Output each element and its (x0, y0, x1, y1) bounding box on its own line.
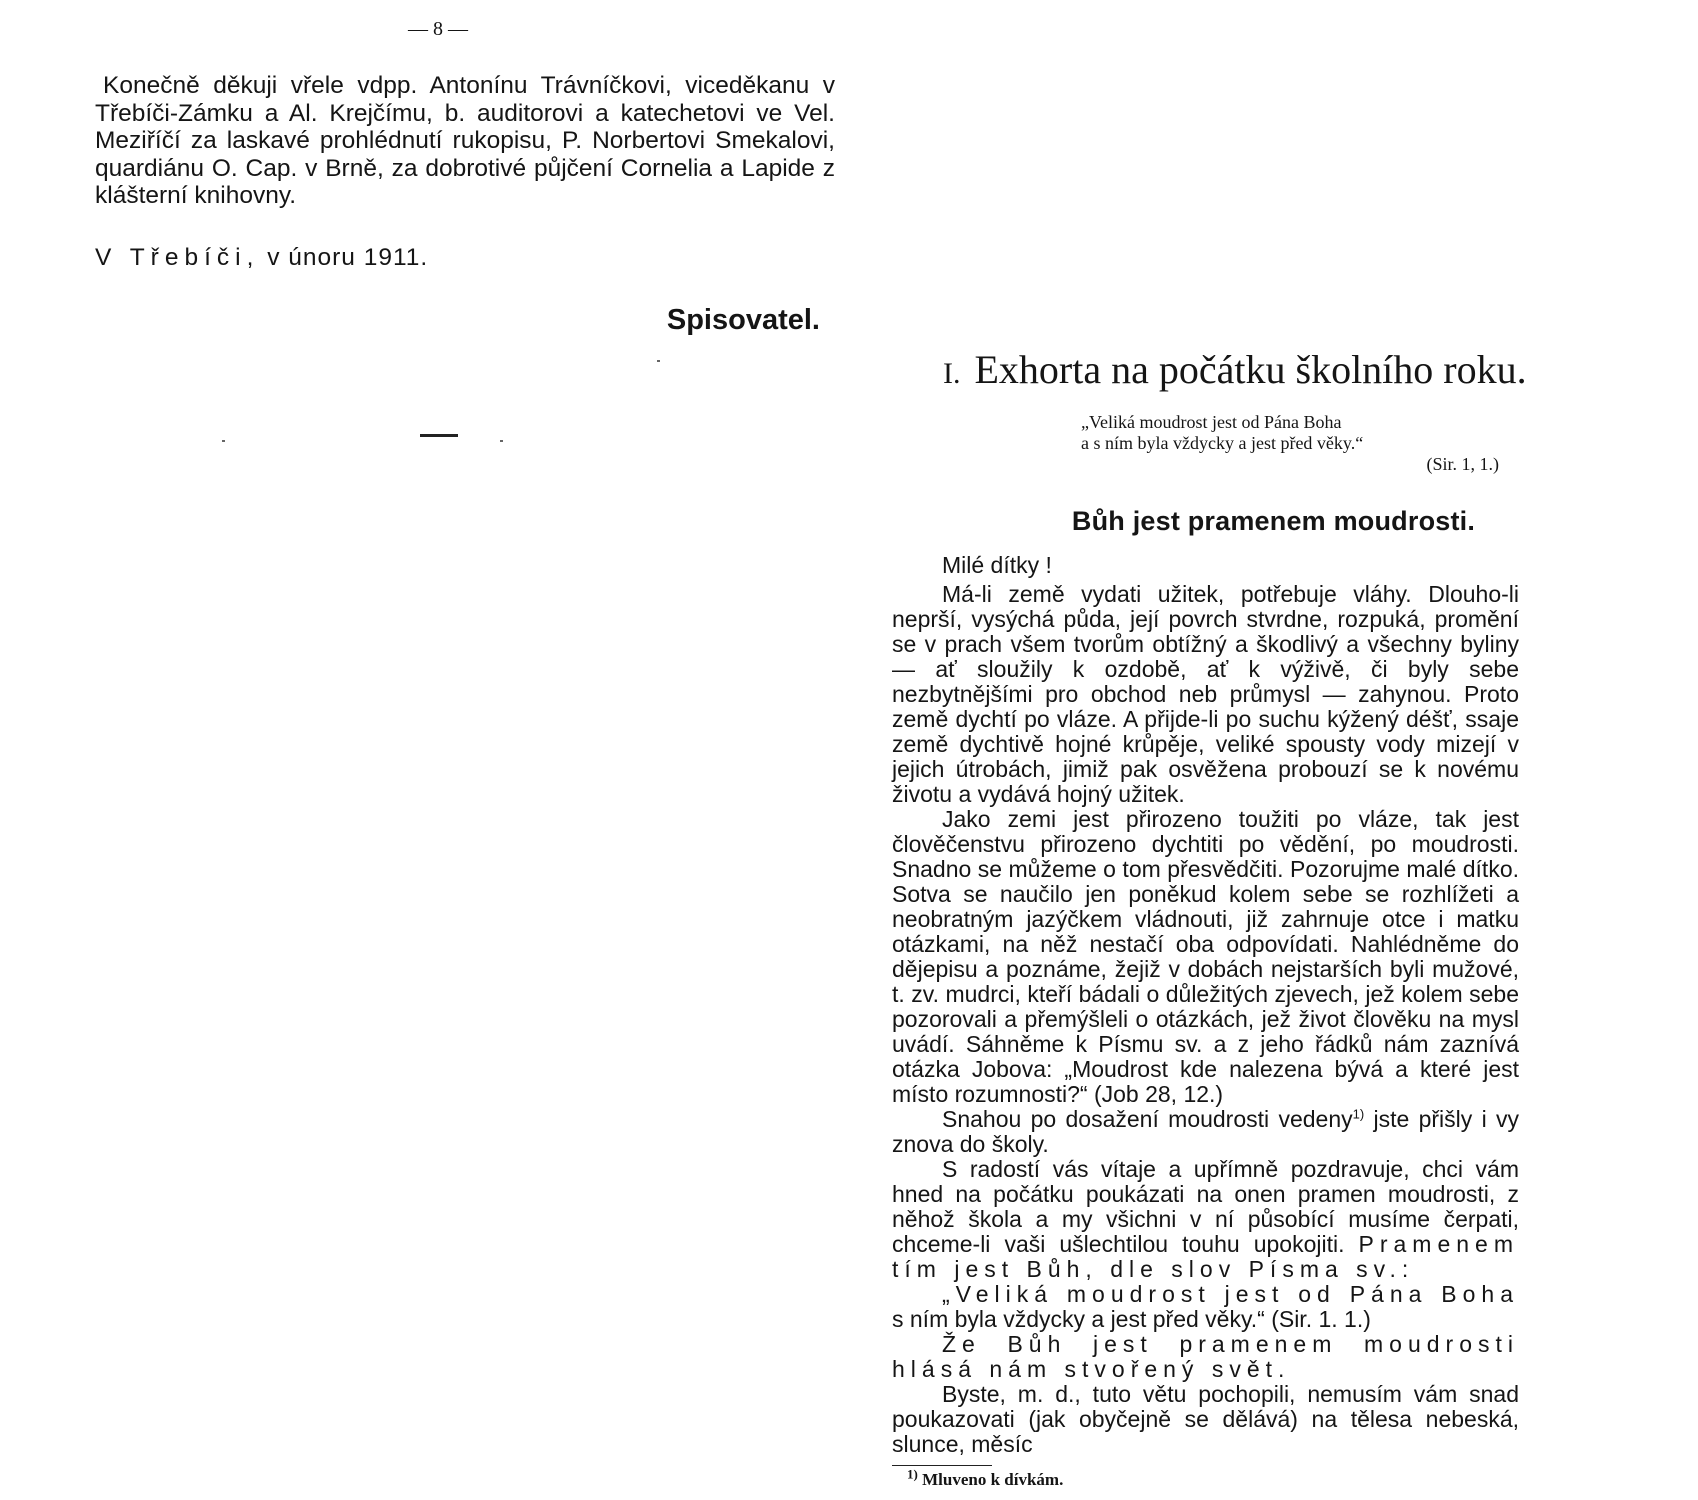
paragraph (892, 1107, 1519, 1157)
chapter-heading (943, 346, 1643, 393)
dateline (95, 244, 428, 272)
motto-line: „Veliká moudrost jest od Pána Boha (1081, 412, 1342, 432)
page-number: — 8 — (408, 18, 468, 40)
paragraph: Má-li země vydati užitek, potřebuje vláhy. Dlouho-li neprší, vysýchá půda, její povrch stvrdne, rozpuká, promění se v prach všem tvorům obtížný a škodlivý a všechny byliny — ať sloužily k ozdobě, ať k výživě, či byly sebe nezbytnějšími pro obchod neb průmysl — zahynou. Proto země dychtí po vláze. A přijde-li po suchu kýžený déšť, ssaje země dychtivě hojné krůpěje, veliké spousty vody mizejí v jejich útrobách, jimiž pak osvěžena probouzí se k novému životu a vydává hojný užitek. (892, 581, 1519, 807)
emphasized-text: „Veliká moudrost jest od Pána Boha (942, 1281, 1519, 1307)
paragraph (892, 1332, 1519, 1382)
emphasized-text: Že Bůh jest pramenem moudrosti hlásá nám stvořený svět. (892, 1331, 1519, 1382)
signature: Spisovatel. (666, 304, 820, 336)
paragraph-text: Snahou po dosažení moudrosti vedeny (942, 1106, 1353, 1132)
body-text (892, 553, 1519, 1457)
print-speck (657, 360, 660, 362)
print-speck (222, 440, 225, 442)
footnote-text: Mluveno k dívkám. (917, 1470, 1064, 1489)
paragraph: Jako zemi jest přirozeno toužiti po vláze, tak jest člověčenstvu přirozeno dychtiti po vědění, po moudrosti. Snadno se můžeme o tom přesvědčiti. Pozorujme malé dítko. Sotva se naučilo jen poněkud kolem sebe se rozhlížeti a neobratným jazýčkem vládnouti, již zahrnuje otce i matku otázkami, na něž nestačí oba odpovídati. Nahlédněme do dějepisu a poznáme, žejiž v dobách nejstarších byli mužové, t. zv. mudrci, kteří bádali o důležitých zjevech, jež kolem sebe pozorovali a přemýšleli o otázkách, jež život člověku na mysl uvádí. Sáhněme k Písmu sv. a z jeho řádků nám zaznívá otázka Jobova: „Moudrost kde nalezena bývá a které jest místo rozumnosti?“ (Job 28, 12.) (892, 806, 1519, 1107)
section-title: Bůh jest pramenem moudrosti. (1071, 506, 1476, 536)
chapter-title: Exhorta na počátku školního roku. (974, 347, 1527, 392)
end-rule (420, 434, 458, 437)
footnote-marker: 1) (907, 1466, 918, 1482)
motto-line: a s ním byla vždycky a jest před věky.“ (1081, 433, 1364, 453)
dateline-place: V Třebíči, (95, 244, 260, 271)
paragraph (892, 1282, 1519, 1332)
right-page (849, 0, 1698, 1500)
paragraph: Byste, m. d., tuto větu pochopili, nemusím vám snad poukazovati (jak obyčejně se dělává) na tělesa nebeská, slunce, měsíc (892, 1381, 1519, 1457)
motto (1049, 412, 1499, 475)
chapter-number: I. (943, 357, 961, 390)
paragraph-text: jste přišly i vy znova do školy. (892, 1106, 1519, 1157)
dateline-date: v únoru 1911. (267, 244, 429, 271)
acknowledgement-paragraph (95, 72, 835, 210)
footnote-reference: 1) (1352, 1106, 1365, 1122)
motto-citation: (Sir. 1, 1.) (1426, 454, 1499, 474)
paragraph-text: s ním byla vždycky a jest před věky.“ (Sir. 1. 1.) (892, 1306, 1371, 1332)
paragraph (892, 1157, 1519, 1282)
salutation: Milé dítky ! (942, 552, 1052, 578)
acknowledgement-text: Konečně děkuji vřele vdpp. Antonínu Trávníčkovi, viceděkanu v Třebíči-Zámku a Al. Krejčímu, b. auditorovi a katechetovi ve Vel. Meziříčí za laskavé prohlédnutí rukopisu, P. Norbertovi Smekalovi, quardiánu O. Cap. v Brně, za dobrotivé půjčení Cornelia a Lapide z klášterní knihovny. (95, 72, 835, 209)
paragraph-text: S radostí vás vítaje a upřímně pozdravuje, chci vám hned na počátku poukázati na onen pramen moudrosti, z něhož škola a my všichni v ní působící musíme čerpati, chceme-li vaši ušlechtilou touhu upokojiti. (892, 1156, 1519, 1257)
footnote (907, 1466, 1064, 1490)
emphasized-text: Pramenem tím jest Bůh, dle slov Písma sv.: (892, 1231, 1519, 1282)
print-speck (500, 440, 503, 442)
